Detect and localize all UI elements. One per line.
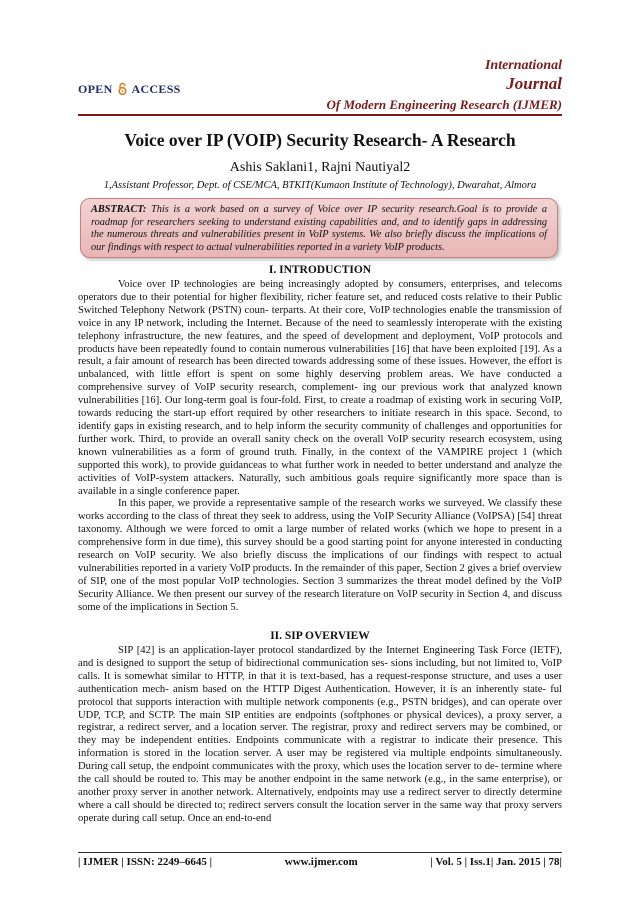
section-body-sip-overview xyxy=(78,645,562,826)
page-footer xyxy=(78,856,562,868)
section-heading-introduction: I. INTRODUCTION xyxy=(268,264,372,276)
paragraph: In this paper, we provide a representative sample of the research works we surveyed. We classify these works according to the class of threat they seek to address, using the VoIP Security Alliance (VoIPSA) [54] threat taxonomy. Although we were forced to omit a large number of related works (which we hope to present in a comprehensive form in due time), this survey should be a good starting point for anyone interested in conducting research on VoIP security. We also briefly discuss the implications of our findings with respect to actual vulnerabilities reported in a variety VoIP products. In the remainder of this paper, Section 2 gives a brief overview of SIP, one of the most popular VoIP technologies. Section 3 summarizes the threat model defined by the VoIP Security Alliance. We then present our survey of the research literature on VoIP security in Section 4, and discuss some of the implications in Section 5. xyxy=(78,498,562,613)
paragraph: Voice over IP technologies are being increasingly adopted by consumers, enterprises, and telecoms operators due to their potential for higher flexibility, richer feature set, and reduced costs relative to their Public Switched Telephony Network (PSTN) coun- terparts. At their core, VoIP technologies enable the transmission of voice in any IP network, including the Internet. Because of the need to seamlessly interoperate with the existing telephony infrastructure, the new features, and the speed of development and deployment, VoIP protocols and products have been repeatedly found to contain numerous vulnerabilities [16] that have been exploited [19]. As a result, a fair amount of research has been directed towards addressing some of these issues. However, the effort is unbalanced, with little effort is spent on some highly deserving problem areas. We have conducted a comprehensive survey of VoIP security research, complement- ing our previous work that analyzed known vulnerabilities [16]. Our long-term goal is four-fold. First, to create a roadmap of existing work in securing VoIP, towards reducing the start-up effort required by other researchers to initiate research in this space. Second, to identify gaps in existing research, and to help inform the security community of challenges and opportunities for further work. Third, to provide an overall sanity check on the overall VoIP security research ecosystem, using known vulnerabilities as a form of ground truth. Finally, in the context of the VAMPIRE project 1 (which supported this work), to provide guidanceas to what further work in needed to better understand and analyze the activities of VoIP-system attackers. Naturally, such ambitious goals require significantly more space than is available in a single conference paper. xyxy=(78,279,562,497)
paper-affiliation: 1,Assistant Professor, Dept. of CSE/MCA, BTKIT(Kumaon Institute of Technology), Dwarahat, Almora xyxy=(103,180,537,191)
abstract-label: ABSTRACT: xyxy=(91,204,147,215)
open-lock-icon xyxy=(118,83,127,95)
open-access-logo xyxy=(78,82,181,97)
journal-international: International xyxy=(484,58,562,73)
section-body-introduction xyxy=(78,279,562,615)
open-access-right: ACCESS xyxy=(131,82,181,96)
journal-name: Journal xyxy=(506,74,562,93)
paragraph: SIP [42] is an application-layer protocol standardized by the Internet Engineering Task Force (IETF), and is designed to support the setup of bidirectional communication ses- sions including, but not limited to, VoIP calls. It is somewhat similar to HTTP, in that it is text-based, has a request-response structure, and uses a user authentication mech- anism based on the HTTP Digest Authentication. However, it is an inherently state- ful protocol that supports interaction with multiple network components (e.g., PSTN bridges), and can operate over UDP, TCP, and SCTP. The main SIP entities are endpoints (softphones or physical devices), a proxy server, a registrar, a redirect server, and a location server. The registrar, proxy and redirect servers may be combined, or they may be independent entities. Endpoints communicate with a registrar to indicate their presence. This information is stored in the location server. A user may be registered via multiple endpoints simultaneously. During call setup, the endpoint communicates with the proxy, which uses the location server to de- termine where the call should be routed to. This may be another endpoint in the same network (e.g., in the same enterprise), or another proxy server in another network. Alternatively, endpoints may use a redirect server to directly determine where a call should be directed to; redirect servers consult the location server in the same way that proxy servers operate during call setup. Once an end-to-end xyxy=(78,645,562,824)
footer-website-link[interactable]: www.ijmer.com xyxy=(284,856,358,868)
footer-issn: | IJMER | ISSN: 2249–6645 | xyxy=(78,856,213,868)
journal-full-name: Of Modern Engineering Research (IJMER) xyxy=(326,97,562,112)
footer-volume: | Vol. 5 | Iss.1| Jan. 2015 | 78| xyxy=(430,856,562,868)
abstract-text: This is a work based on a survey of Voice over IP security research.Goal is to provide a roadmap for researchers seeking to understand existing capabilities and, and to identify gaps in addressing the numerous threats and vulnerabilities present in VoIP systems. We also briefly discuss the implications of our findings with respect to actual vulnerabilities reported in a variety VoIP products. xyxy=(91,204,547,253)
abstract-box xyxy=(80,198,558,258)
paper-authors: Ashis Saklani1, Rajni Nautiyal2 xyxy=(229,160,411,175)
section-heading-sip-overview: II. SIP OVERVIEW xyxy=(270,630,370,642)
header-divider xyxy=(78,114,562,116)
open-access-left: OPEN xyxy=(78,82,113,96)
paper-title: Voice over IP (VOIP) Security Research- A Research xyxy=(124,130,516,150)
footer-divider xyxy=(78,852,562,853)
